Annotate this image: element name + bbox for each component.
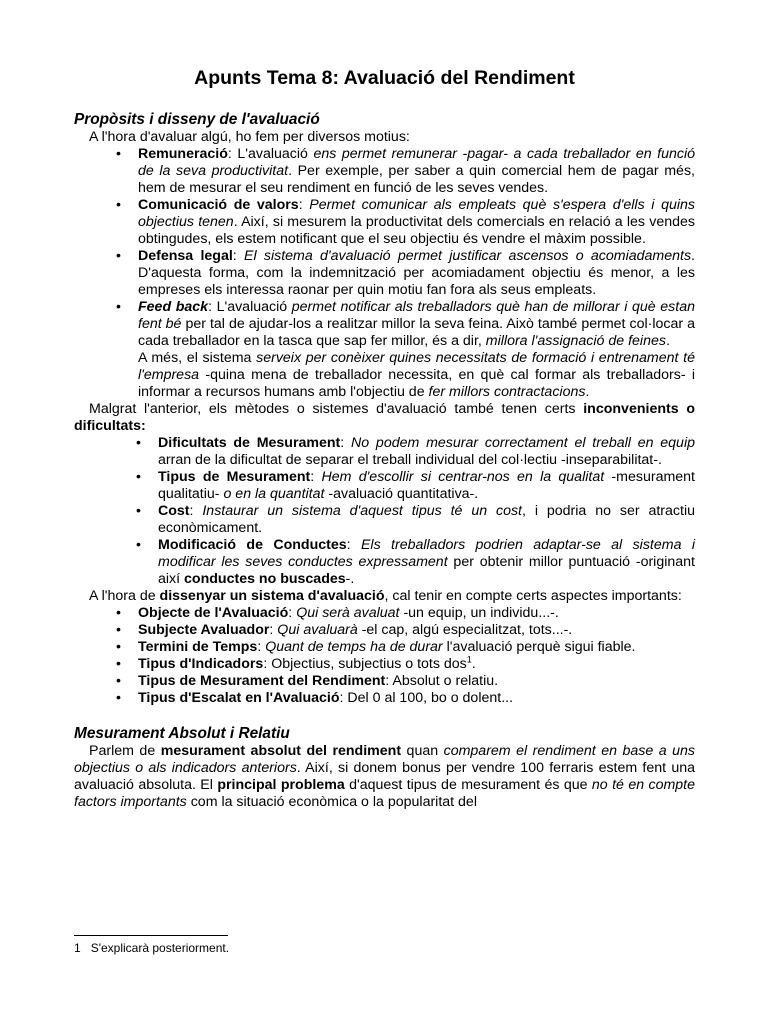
list-item: • Dificultats de Mesurament: No podem mesurar correctament el treball en equip arran de la dificultat de separar el treball individual del col·lectiu -inseparabilitat-. — [158, 435, 695, 469]
footnote-number: 1 — [74, 941, 81, 955]
list-item: • Comunicació de valors: Permet comunicar als empleats què s'espera d'ells i quins objectius tenen. Així, si mesurem la productivitat dels comercials en relació a les vendes obtingudes, els estem notificant que el seu objectiu és vendre el màxim possible. — [138, 197, 695, 248]
paragraph-feedback-extra: A més, el sistema serveix per conèixer quines necessitats de formació i entrenament té l'empresa -quina mena de treballador necessita, en què cal formar als treballadors- i informar a recursos humans amb l'objectiu de fer millors contractacions. — [138, 350, 695, 400]
footnote-separator — [74, 935, 228, 936]
paragraph-design: A l'hora de dissenyar un sistema d'avaluació, cal tenir en compte certs aspectes importants: — [89, 588, 682, 604]
section-gap — [74, 707, 695, 725]
list-item: • Tipus d'Indicadors: Objectius, subjectius o tots dos$^1$. — [138, 656, 695, 673]
paragraph-intro: A l'hora d'avaluar algú, ho fem per diversos motius: — [89, 129, 410, 145]
paragraph-absolute: Parlem de mesurament absolut del rendiment quan comparem el rendiment en base a uns objectius o als indicadors anteriors. Així, si donem bonus per vendre 100 ferraris estem fent una avaluació absoluta. El principal problema d'aquest tipus de mesurament és que no té en compte factors importants com la situació econòmica o la popularitat del — [74, 743, 696, 810]
motives-list — [74, 146, 695, 350]
difficulties-list — [74, 435, 695, 588]
list-item: • Remuneració: L'avaluació ens permet remunerar -pagar- a cada treballador en funció de la seva productivitat. Per exemple, per saber a quin comercial hem de pagar més, hem de mesurar el seu rendiment en funció de les seves vendes. — [138, 146, 695, 197]
list-item: • Modificació de Conductes: Els treballadors podrien adaptar-se al sistema i modificar les seves conductes expressament per obtenir millor puntuació -originant així conductes no buscades-. — [158, 537, 695, 588]
list-item: • Termini de Temps: Quant de temps ha de durar l'avaluació perquè sigui fiable. — [138, 639, 695, 656]
list-item: • Defensa legal: El sistema d'avaluació permet justificar ascensos o acomiadaments. D'aquesta forma, com la indemnització per acomiadament objectiu és menor, a les empreses els interessa raonar per quin motiu fan fora als seus empleats. — [138, 248, 695, 299]
section-heading-measurement: Mesurament Absolut i Relatiu — [74, 725, 290, 742]
list-item: • Feed back: L'avaluació permet notificar als treballadors què han de millorar i què estan fent bé per tal de ajudar-los a realitzar millor la seva feina. Això també permet col·locar a cada treballador en la tasca que sap fer millor, és a dir, millora l'assignació de feines. — [138, 299, 695, 350]
document-title: Apunts Tema 8: Avaluació del Rendiment — [194, 67, 575, 89]
design-aspects-list — [74, 605, 695, 707]
list-item: • Tipus d'Escalat en l'Avaluació: Del 0 al 100, bo o dolent... — [138, 690, 695, 707]
list-item: • Tipus de Mesurament del Rendiment: Absolut o relatiu. — [138, 673, 695, 690]
list-item: • Subjecte Avaluador: Qui avaluarà -el cap, algú especialitzat, tots...-. — [138, 622, 695, 639]
document-page — [74, 66, 695, 811]
paragraph-inconvenients: Malgrat l'anterior, els mètodes o sistemes d'avaluació també tenen certs inconvenients o dificultats: — [74, 401, 695, 434]
footnote-text: S'explicarà posteriorment. — [90, 941, 230, 955]
list-item: • Tipus de Mesurament: Hem d'escollir si centrar-nos en la qualitat -mesurament qualitatiu- o en la quantitat -avaluació quantitativa-. — [158, 469, 695, 503]
list-item: • Cost: Instaurar un sistema d'aquest tipus té un cost, i podria no ser atractiu econòmicament. — [158, 503, 695, 537]
footnote — [74, 941, 229, 955]
footnote-reference[interactable]: 1 — [466, 654, 472, 665]
section-heading-purposes: Propòsits i disseny de l'avaluació — [74, 111, 320, 128]
list-item: • Objecte de l'Avaluació: Qui serà avaluat -un equip, un individu...-. — [138, 605, 695, 622]
